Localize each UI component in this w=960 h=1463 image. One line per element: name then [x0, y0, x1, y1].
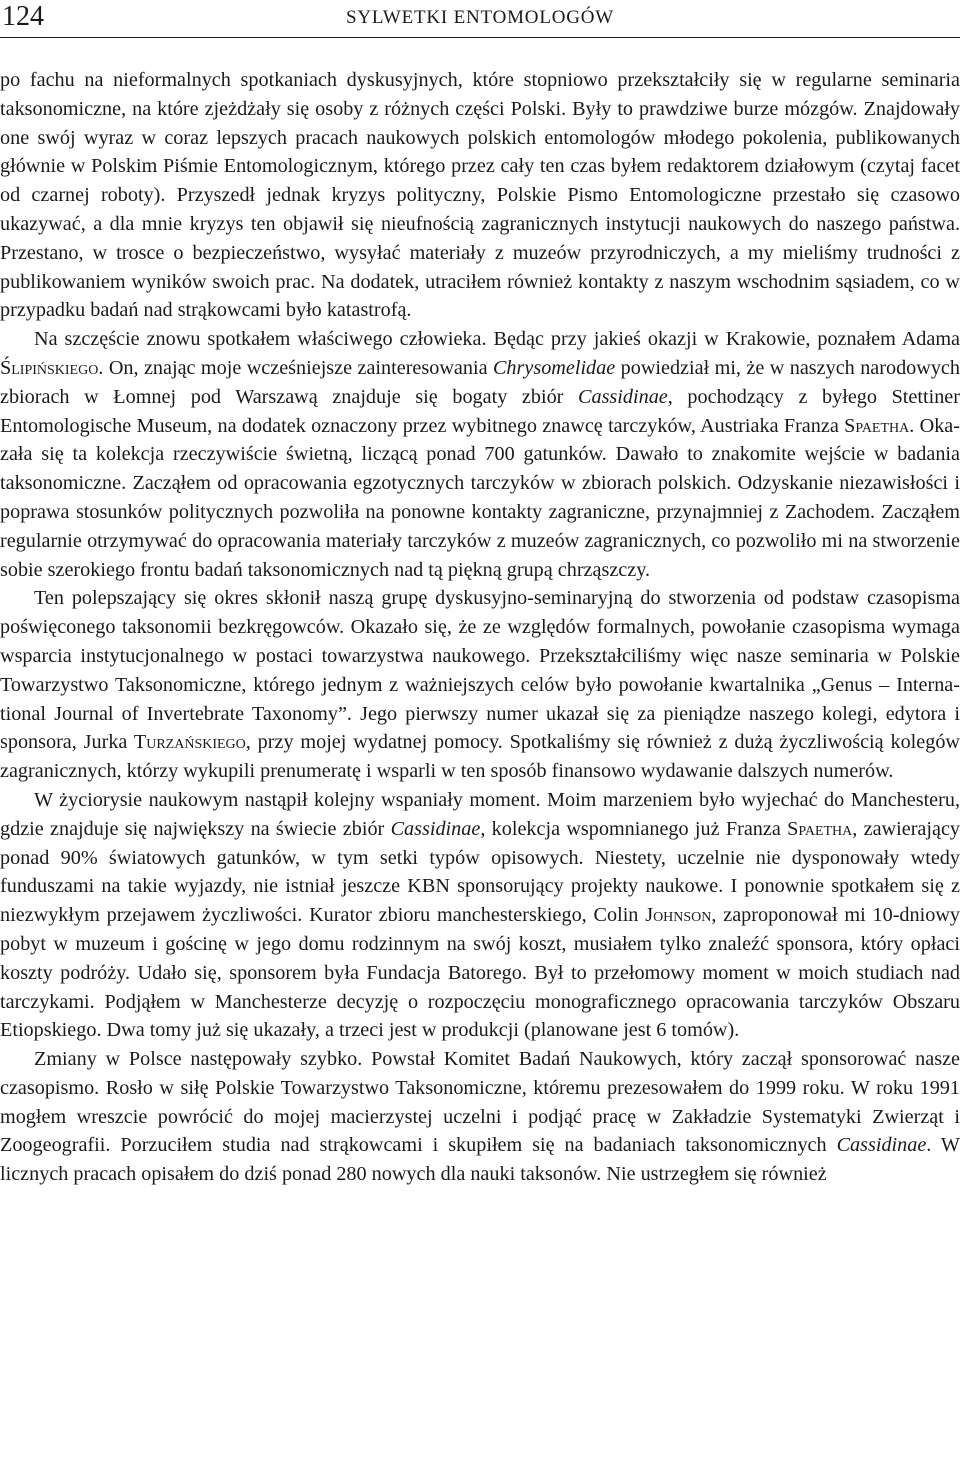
text-run: , przy mojej wydatnej pomocy. Spotkaliśmy się również z dużą życzliwością kolegów zagranicznych, którzy wykupili prenumeratę i wsparli w ten sposób finansowo wydawanie dalszych numerów.: [0, 731, 960, 783]
running-title: SYLWETKI ENTOMOLOGÓW: [345, 7, 615, 28]
text-run: W życiorysie naukowym nastąpił kolejny wspaniały moment. Moim marzeniem było wyjechać do Manchesteru, gdzie znajduje się największy na świecie zbiór: [0, 788, 960, 840]
text-run: po fachu na nieformalnych spotkaniach dyskusyjnych, które stopniowo przekształciły się w regularne seminaria taksonomiczne, na które zjeżdżały się osoby z różnych części Polski. Były to prawdziwe burze mózgów. Znajdowały one swój wyraz w coraz lepszych pracach naukowych polskich entomologów młodego pokolenia, publikowanych głównie w Polskim Piśmie Entomologicznym, którego przez cały ten czas byłem redaktorem działowym (czytaj facet od czarnej roboty). Przyszedł jednak kryzys polityczny, Polskie Pismo Entomologiczne przestało się czasowo ukazywać, a dla mnie kryzys ten objawił się nieufnością zagranicznych instytucji naukowych do naszego państwa. Przestano, w trosce o bezpieczeństwo, wysyłać materiały z muzeów przyrodniczych, a my mieliśmy trudności z publikowaniem wyników swoich prac. Na dodatek, utraciłem również kontakty z naszym wschodnim sąsiadem, co w przypadku badań nad strąkowcami było katastrofą.: [0, 69, 960, 322]
text-run: , pochodzący z byłego Stettiner Entomologische Museum, na dodatek oznaczony przez wybitnego znawcę tarczyków, Austriaka Franza: [0, 385, 960, 437]
paragraph: [0, 786, 960, 1045]
page-number: 124: [2, 1, 44, 32]
italic-term: Cassidinae: [836, 1134, 927, 1157]
text-run: Na szczęście znowu spotkałem właściwego człowieka. Będąc przy jakieś okazji w Krakowie, poznałem Adama: [34, 328, 960, 351]
italic-term: Chrysomelidae: [492, 356, 616, 379]
body-text: [0, 66, 960, 1189]
text-run: Zmiany w Polsce następowały szybko. Powstał Komitet Badań Naukowych, który zaczął sponsorować nasze czasopismo. Rosło w siłę Polskie Towarzystwo Taksonomiczne, któremu prezesowałem do 1999 roku. W roku 1991 mogłem wreszcie powrócić do mojej macierzystej uczelni i podjąć pracę w Zakładzie Systematyki Zwierząt i Zoogeografii. Porzuciłem studia nad strąkowcami i skupiłem się na badaniach taksonomicznych: [0, 1048, 960, 1157]
paragraph: [0, 325, 960, 584]
paragraph: [0, 1045, 960, 1189]
text-run: . W licznych pracach opisałem do dziś ponad 280 nowych dla nauki taksonów. Nie ustrzegłem się również: [0, 1134, 960, 1186]
page-header: [0, 0, 960, 36]
text-run: Ten polepszający się okres skłonił naszą grupę dyskusyjno-seminaryjną do stworzenia od podstaw czasopisma poświęconego taksonomii bezkręgowców. Okazało się, że ze względów formalnych, powołanie czasopisma wymaga wsparcia instytucjonalnego w postaci towarzystwa naukowego. Przekształciliśmy więc nasze seminaria w Polskie Towarzystwo Taksonomiczne, którego jednym z ważniejszych celów było powołanie kwartalnika „Genus – International Journal of Invertebrate Taxonomy”. Jego pierwszy numer ukazał się za pieniądze naszego kolegi, edytora i sponsora, Jurka T: [0, 587, 960, 754]
person-name: ohnson: [653, 904, 712, 927]
paragraph: [0, 66, 960, 325]
text-run: . Okazała się ta kolekcja rzeczywiście świetną, liczącą ponad 700 gatunków. Dawało to znakomite wejście w badania taksonomiczne. Zacząłem od opracowania egzotycznych tarczyków w zbiorach polskich. Odzyskanie niezawisłości i poprawa stosunków politycznych pozwoliła na ponowne kontakty zagraniczne, przynajmniej z Zachodem. Zacząłem regularnie otrzymywać do opracowania materiały tarczyków z muzeów zagranicznych, co pozwoliło mi na stworzenie sobie szerokiego frontu badań taksonomicznych nad tą piękną grupą chrząszczy.: [0, 414, 960, 581]
paragraph: [0, 584, 960, 786]
text-run: , kolekcja wspomnianego już Franza S: [480, 817, 799, 840]
text-run: , zawierający ponad 90% światowych gatunków, w tym setki typów opisowych. Niestety, uczelnie nie dysponowały wtedy funduszami na takie wyjazdy, nie istniał jeszcze KBN sponsorujący projekty naukowe. I ponownie spotkałem się z niezwykłym przejawem życzliwości. Kurator zbioru manchesterskiego, Colin J: [0, 817, 960, 927]
text-run: . On, znając moje wcześniejsze zainteresowania: [98, 356, 493, 379]
header-rule: [0, 37, 960, 38]
italic-term: Cassidinae: [578, 385, 668, 408]
text-run: , zaproponował mi 10-dniowy pobyt w muzeum i gościnę w jego domu rodzinnym na swój koszt, musiałem tylko znaleźć sponsora, który opłaci koszty podróży. Udało się, sponsorem była Fundacja Batorego. Był to przełomowy moment w moich studiach nad tarczykami. Podjąłem w Manchesterze decyzję o rozpoczęciu monograficznego opracowania tarczyków Obszaru Etiopskiego. Dwa tomy już się ukazały, a trzeci jest w produkcji (planowane jest 6 tomów).: [0, 904, 960, 1042]
text-run: powiedział mi, że w naszych narodowych zbiorach w Łomnej pod Warszawą znajduje się bogaty zbiór: [0, 356, 960, 408]
person-name: urzańskiego: [146, 731, 246, 754]
person-name: Spaetha: [844, 414, 910, 437]
person-name: Ślipińskiego: [0, 356, 99, 379]
italic-term: Cassidinae: [390, 817, 481, 840]
person-name: paetha: [798, 817, 853, 840]
